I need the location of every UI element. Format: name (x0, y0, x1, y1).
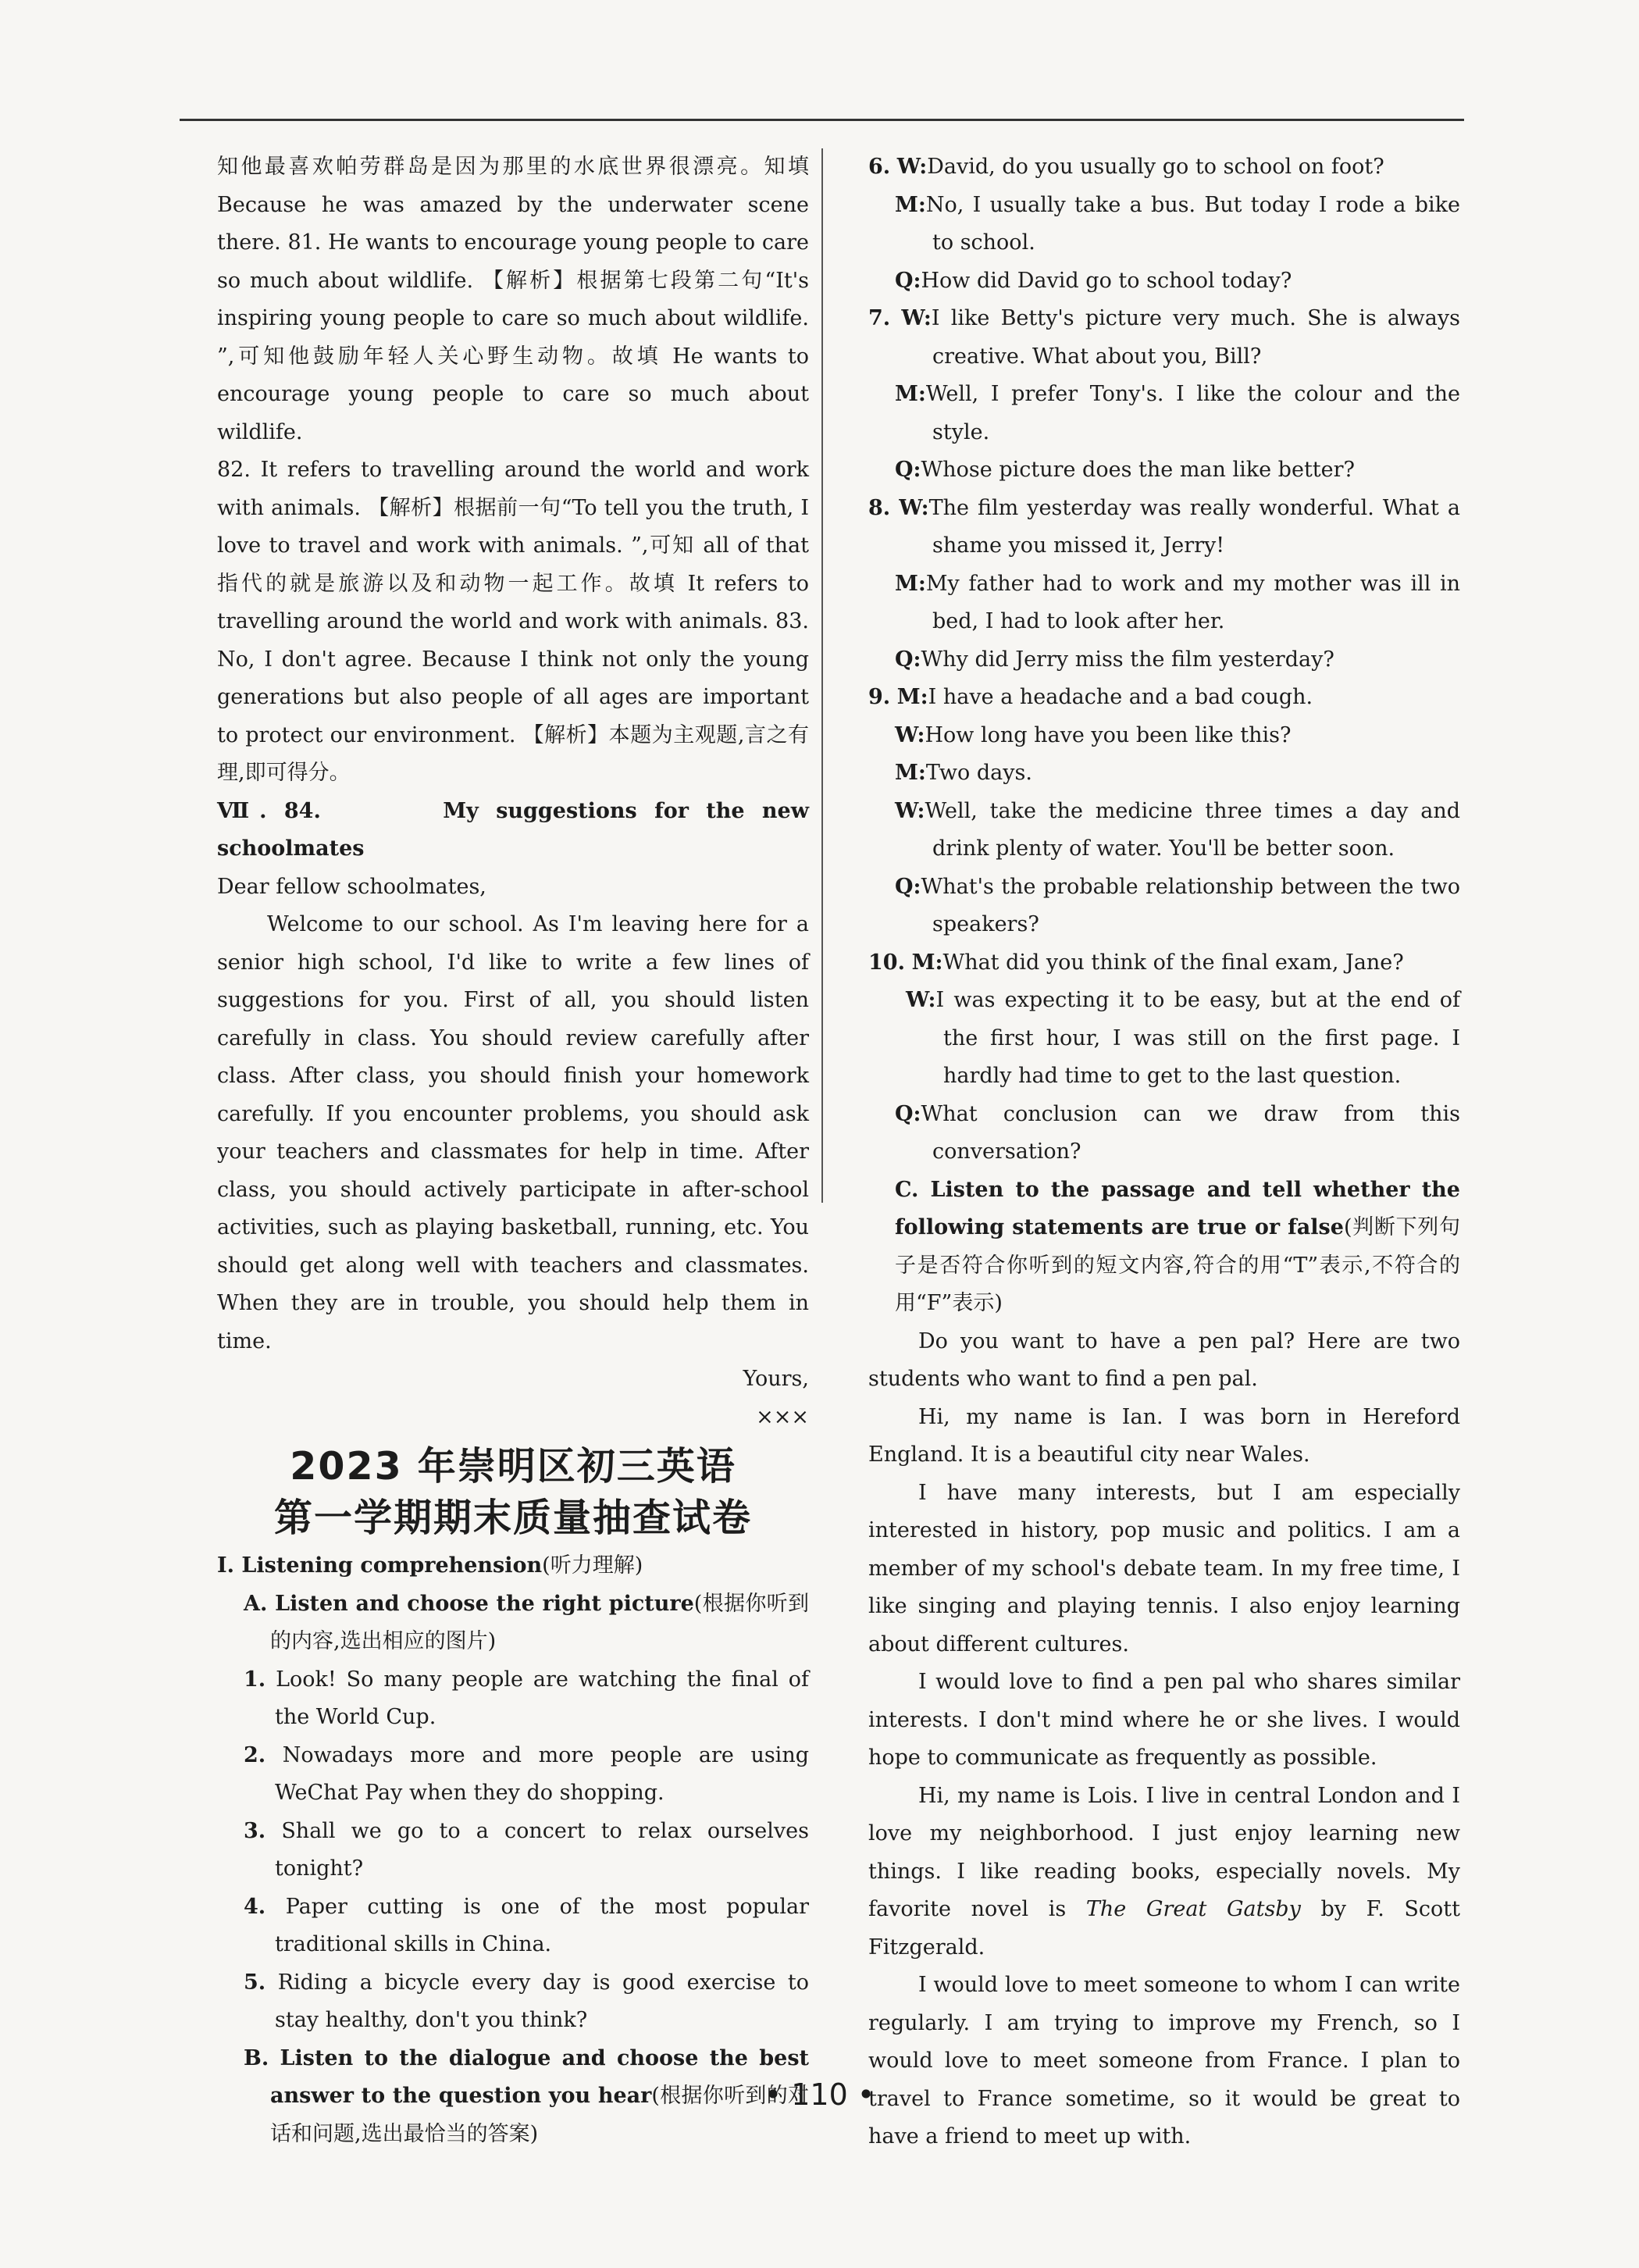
passage-paragraph: Hi, my name is Ian. I was born in Hereford England. It is a beautiful city near Wales. (868, 1404, 1460, 1467)
dialogue-line: W:I was expecting it to be easy, but at the end of the first hour, I was still on the first page. I hardly had time to get to the last question. (906, 988, 1460, 1088)
dialogue-9 (868, 679, 1460, 944)
passage-paragraph: Hi, my name is Lois. I live in central London and I love my neighborhood. I just enjoy learning new things. I like reading books, especially novels. My favorite novel is The Great Gatsby by F. Scott Fitzgerald. (868, 1783, 1460, 1960)
dialogue-6 (868, 148, 1460, 300)
section-a-heading (217, 1585, 809, 1661)
novel-title: The Great Gatsby (1085, 1897, 1301, 1921)
dialogue-7 (868, 300, 1460, 490)
section-1-heading (217, 1547, 809, 1585)
section-c-heading (868, 1171, 1460, 1323)
dialogue-line: W:Well, take the medicine three times a day and drink plenty of water. You'll be better soon. (895, 798, 1460, 861)
dialogue-line: Q:What's the probable relationship between the two speakers? (895, 874, 1460, 936)
list-item: 4. Paper cutting is one of the most popular traditional skills in China. (244, 1894, 809, 1956)
list-item: 1. Look! So many people are watching the final of the World Cup. (244, 1667, 809, 1729)
passage-paragraph: I would love to find a pen pal who shares similar interests. I don't mind where he or she lives. I would hope to communicate as frequently as possible. (868, 1670, 1460, 1770)
essay-title: My suggestions for the new schoolmates (217, 798, 809, 861)
essay-signature: ××× (756, 1404, 809, 1429)
exam-title (217, 1441, 809, 1544)
section-a-cn: (根据你听到的内容,选出相应的图片) (270, 1591, 809, 1653)
dialogue-line: M:Well, I prefer Tony's. I like the colour and the style. (895, 382, 1460, 444)
list-item: 2. Nowadays more and more people are using WeChat Pay when they do shopping. (244, 1742, 809, 1805)
dialogue-line: 10. M:What did you think of the final exam, Jane? (868, 950, 1404, 975)
dialogue-line: 9. M:I have a headache and a bad cough. (868, 685, 1313, 709)
dialogue-line: Q:Whose picture does the man like better? (895, 458, 1356, 482)
dialogue-line: 7. W:I like Betty's picture very much. She is always creative. What about you, Bill? (868, 306, 1460, 369)
exam-title-line-1: 2023 年崇明区初三英语 (290, 1444, 736, 1489)
essay-number: Ⅶ. 84. (217, 798, 321, 823)
essay-greeting: Dear fellow schoolmates, (217, 874, 486, 899)
essay-body: Welcome to our school. As I'm leaving here for a senior high school, I'd like to write a few lines of suggestions for you. First of all, you should listen carefully in class. You should review carefully after class. After class, you should finish your homework carefully. If you encounter problems, you should ask your teachers and classmates for help in time. After class, you should actively participate in after-school activities, such as playing basketball, running, etc. You should get along well with teachers and classmates. When they are in trouble, you should help them in time. (217, 912, 809, 1353)
answer-paragraph-2: 82. It refers to travelling around the world and work with animals. 【解析】根据前一句“To tell you the truth, I love to travel and work with animals. ”,可知 all of that 指代的就是旅游以及和动物一起工作。故填 It refers to travelling around the world and work with animals. 83. No, I don't agree. Because I think not only the young generations but also people of all ages are important to protect our environment. 【解析】本题为主观题,言之有理,即可得分。 (217, 458, 809, 785)
header-rule (180, 119, 1464, 121)
dialogue-line: M:Two days. (895, 761, 1032, 785)
exam-title-line-2: 第一学期期末质量抽查试卷 (273, 1496, 752, 1540)
section-1-cn: (听力理解) (542, 1553, 643, 1578)
passage-paragraph: I have many interests, but I am especially interested in history, pop music and politics. I am a member of my school's debate team. In my free time, I like singing and playing tennis. I also enjoy learning about different cultures. (868, 1480, 1460, 1656)
dialogue-line: 6. W:David, do you usually go to school on foot? (868, 155, 1384, 179)
passage-paragraph: I would love to meet someone to whom I can write regularly. I am trying to improve my French, so I would love to meet someone from France. I plan to travel to France sometime, so it would be great to have a friend to meet up with. (868, 1973, 1460, 2149)
dialogue-line: M:My father had to work and my mother was ill in bed, I had to look after her. (895, 571, 1460, 633)
dialogue-line: W:How long have you been like this? (895, 722, 1292, 747)
dialogue-line: Q:What conclusion can we draw from this conversation? (895, 1101, 1460, 1164)
dialogue-line: Q:How did David go to school today? (895, 268, 1292, 293)
dialogue-8 (868, 490, 1460, 679)
page-number: • 110 • (764, 2077, 875, 2112)
essay-heading (217, 793, 809, 868)
left-column (217, 148, 809, 2153)
section-c-title: C. Listen to the passage and tell whether the following statements are true or false (895, 1177, 1460, 1239)
section-a-items (217, 1661, 809, 2040)
section-b-cn: (根据你听到的对话和问题,选出最恰当的答案) (270, 2084, 809, 2146)
list-item: 5. Riding a bicycle every day is good exercise to stay healthy, don't you think? (244, 1970, 809, 2032)
essay-closing: Yours, (743, 1367, 809, 1391)
column-divider (821, 148, 823, 1203)
section-a-title: A. Listen and choose the right picture (244, 1591, 694, 1616)
dialogue-line: Q:Why did Jerry miss the film yesterday? (895, 647, 1334, 672)
right-column (868, 148, 1460, 2156)
section-1-title: Ⅰ. Listening comprehension (217, 1553, 543, 1578)
dialogue-line: M:No, I usually take a bus. But today I rode a bike to school. (895, 192, 1460, 255)
dialogue-line: 8. W:The film yesterday was really wonderful. What a shame you missed it, Jerry! (868, 495, 1460, 558)
dialogue-10 (868, 944, 1460, 1171)
passage-paragraph: Do you want to have a pen pal? Here are two students who want to find a pen pal. (868, 1328, 1460, 1391)
list-item: 3. Shall we go to a concert to relax ourselves tonight? (244, 1818, 809, 1881)
section-b-title: B. Listen to the dialogue and choose the best answer to the question you hear (244, 2045, 809, 2108)
section-c-cn: (判断下列句子是否符合你听到的短文内容,符合的用“T”表示,不符合的用“F”表示) (895, 1215, 1460, 1315)
answer-paragraph-1: 知他最喜欢帕劳群岛是因为那里的水底世界很漂亮。知填 Because he was amazed by the underwater scene there. 81. He wants to encourage young people to care so much about wildlife. 【解析】根据第七段第二句“It's inspiring young people to care so much about wildlife. ”,可知他鼓励年轻人关心野生动物。故填 He wants to encourage young people to care so much about wildlife. (217, 155, 809, 444)
